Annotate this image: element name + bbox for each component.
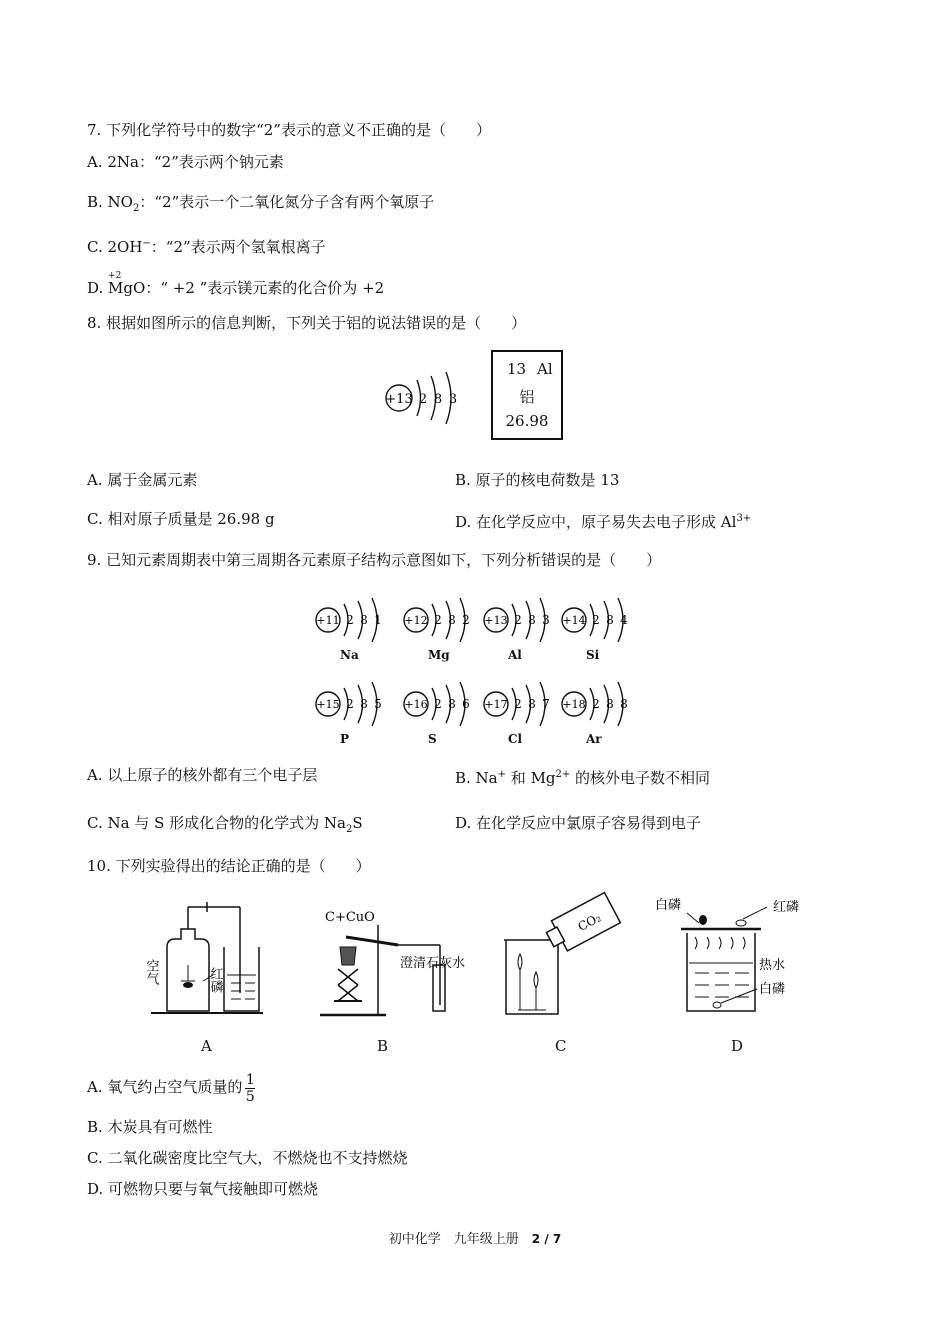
page-footer: 初中化学 九年级上册 2 / 7 <box>388 1232 562 1247</box>
q10-d-white-phosphorus-label: 白磷 <box>655 898 682 913</box>
q10-b-reactant-label: C+CuO <box>325 910 375 925</box>
q10-figure-c-label: C <box>555 1037 567 1055</box>
q9-shell-electrons: 3 <box>542 613 550 627</box>
q9-nucleus-charge: +17 <box>484 698 508 711</box>
q8-shell-2: 8 <box>433 392 443 407</box>
q10-figure-d-label: D <box>731 1037 744 1055</box>
q10-option-c: C. 二氧化碳密度比空气大，不燃烧也不支持燃烧 <box>87 1149 408 1167</box>
q9-shell-electrons: 2 <box>346 613 354 627</box>
q9-option-c: C. Na 与 S 形成化合物的化学式为 $Na_2S$ <box>87 814 363 835</box>
q10-option-a: A. 氧气约占空气质量的 $\frac{1}{5}$ <box>87 1071 255 1105</box>
q9-nucleus-charge: +13 <box>484 614 508 627</box>
page-number: 2 / 7 <box>531 1232 562 1246</box>
q9-shell-electrons: 6 <box>462 697 470 711</box>
q9-shell-electrons: 2 <box>434 613 442 627</box>
q9-shell-electrons: 8 <box>360 613 368 627</box>
q7-option-a: A. 2Na：“2”表示两个钠元素 <box>87 153 284 171</box>
q9-option-b: B. Na+ 和 $Mg^{2+}$ 的核外电子数不相同 <box>455 769 711 787</box>
q8-element-symbol: Al <box>537 360 553 378</box>
q9-nucleus-charge: +11 <box>316 614 340 627</box>
q9-shell-electrons: 5 <box>374 697 382 711</box>
q7-option-c: C. 2OH−：“2”表示两个氢氧根离子 <box>87 238 326 256</box>
q10-b-limewater-label: 澄清石灰水 <box>400 956 466 971</box>
q9-shell-electrons: 2 <box>592 613 600 627</box>
q7-option-b: B. $NO_2$：“2”表示一个二氧化氮分子含有两个氧原子 <box>87 193 435 214</box>
q9-option-d: D. 在化学反应中氯原子容易得到电子 <box>455 814 702 832</box>
q8-element-cell <box>491 350 563 440</box>
q10-figure-b-label: B <box>377 1037 389 1055</box>
q10-figure-d-apparatus <box>655 893 805 1023</box>
q9-shell-electrons: 7 <box>542 697 550 711</box>
q8-aluminum-atom-diagram <box>380 370 475 430</box>
q9-atom-mg <box>400 596 480 646</box>
q9-atom-name: S <box>428 732 437 746</box>
q9-nucleus-charge: +12 <box>404 614 428 627</box>
q9-atom-si <box>558 596 638 646</box>
q9-shell-electrons: 8 <box>448 613 456 627</box>
q7-stem: 7. 下列化学符号中的数字“2”表示的意义不正确的是（ ） <box>87 121 491 139</box>
q9-atom-name: Cl <box>508 732 523 746</box>
q9-shell-electrons: 8 <box>528 697 536 711</box>
q8-option-c: C. 相对原子质量是 26.98 g <box>87 510 275 528</box>
q9-atom-name: Ar <box>586 732 602 746</box>
q9-atom-p <box>312 680 392 730</box>
q8-option-a: A. 属于金属元素 <box>87 471 198 489</box>
q9-shell-electrons: 2 <box>592 697 600 711</box>
q9-stem: 9. 已知元素周期表中第三周期各元素原子结构示意图如下，下列分析错误的是（ ） <box>87 551 662 569</box>
q10-d-hot-water-label: 热水 <box>759 958 786 973</box>
q8-nucleus-charge: +13 <box>385 392 413 407</box>
q9-shell-electrons: 8 <box>528 613 536 627</box>
q10-a-air-label: 空气 <box>143 959 159 985</box>
q9-atom-ar <box>558 680 638 730</box>
q9-shell-electrons: 8 <box>606 613 614 627</box>
q8-option-d: D. 在化学反应中，原子易失去电子形成 $Al^{3+}$ <box>455 513 752 531</box>
q9-option-a: A. 以上原子的核外都有三个电子层 <box>87 766 318 784</box>
q9-shell-electrons: 2 <box>514 613 522 627</box>
q8-atomic-number: 13 <box>507 360 527 378</box>
q9-shell-electrons: 2 <box>462 613 470 627</box>
q10-stem: 10. 下列实验得出的结论正确的是（ ） <box>87 857 371 875</box>
q8-option-b: B. 原子的核电荷数是 13 <box>455 471 620 489</box>
q9-atom-name: Al <box>508 648 522 662</box>
q10-fraction: $\frac{1}{5}$ <box>245 1071 255 1105</box>
q10-option-d: D. 可燃物只要与氧气接触即可燃烧 <box>87 1180 319 1198</box>
q9-shell-electrons: 2 <box>514 697 522 711</box>
q9-atom-s <box>400 680 480 730</box>
q9-atom-name: P <box>340 732 350 746</box>
q9-shell-electrons: 4 <box>620 613 628 627</box>
q9-atom-name: Na <box>340 648 359 662</box>
q7-option-d: D. +2 MgO：“ +2 ”表示镁元素的化合价为 +2 <box>87 271 385 297</box>
q9-nucleus-charge: +18 <box>562 698 586 711</box>
q9-shell-electrons: 8 <box>620 697 628 711</box>
q8-shell-1: 2 <box>418 392 428 407</box>
q8-atomic-mass: 26.98 <box>505 412 549 430</box>
q9-nucleus-charge: +15 <box>316 698 340 711</box>
q10-d-red-phosphorus-label: 红磷 <box>773 900 800 915</box>
q9-atom-al <box>480 596 560 646</box>
q9-shell-electrons: 2 <box>434 697 442 711</box>
q9-atom-name: Si <box>586 648 600 662</box>
q9-nucleus-charge: +16 <box>404 698 428 711</box>
q8-shell-3: 3 <box>448 392 458 407</box>
q10-figure-c-apparatus <box>500 890 625 1020</box>
q9-atom-cl <box>480 680 560 730</box>
q9-shell-electrons: 8 <box>606 697 614 711</box>
q9-shell-electrons: 8 <box>448 697 456 711</box>
q8-element-name: 铝 <box>519 388 535 406</box>
q9-shell-electrons: 1 <box>374 613 382 627</box>
q10-figure-a-apparatus <box>145 895 270 1020</box>
q9-shell-electrons: 8 <box>360 697 368 711</box>
q10-d-white-phosphorus-2-label: 白磷 <box>759 982 786 997</box>
q10-figure-b-apparatus <box>318 905 466 1020</box>
q9-nucleus-charge: +14 <box>562 614 586 627</box>
q10-a-phosphorus-label: 红磷 <box>207 967 223 993</box>
q10-c-gas-label: CO₂ <box>575 910 604 934</box>
q8-stem: 8. 根据如图所示的信息判断，下列关于铝的说法错误的是（ ） <box>87 314 527 332</box>
q9-atom-na <box>312 596 392 646</box>
q10-figure-a-label: A <box>201 1037 212 1055</box>
q9-shell-electrons: 2 <box>346 697 354 711</box>
q10-option-b: B. 木炭具有可燃性 <box>87 1118 213 1136</box>
q9-atom-name: Mg <box>428 648 450 662</box>
